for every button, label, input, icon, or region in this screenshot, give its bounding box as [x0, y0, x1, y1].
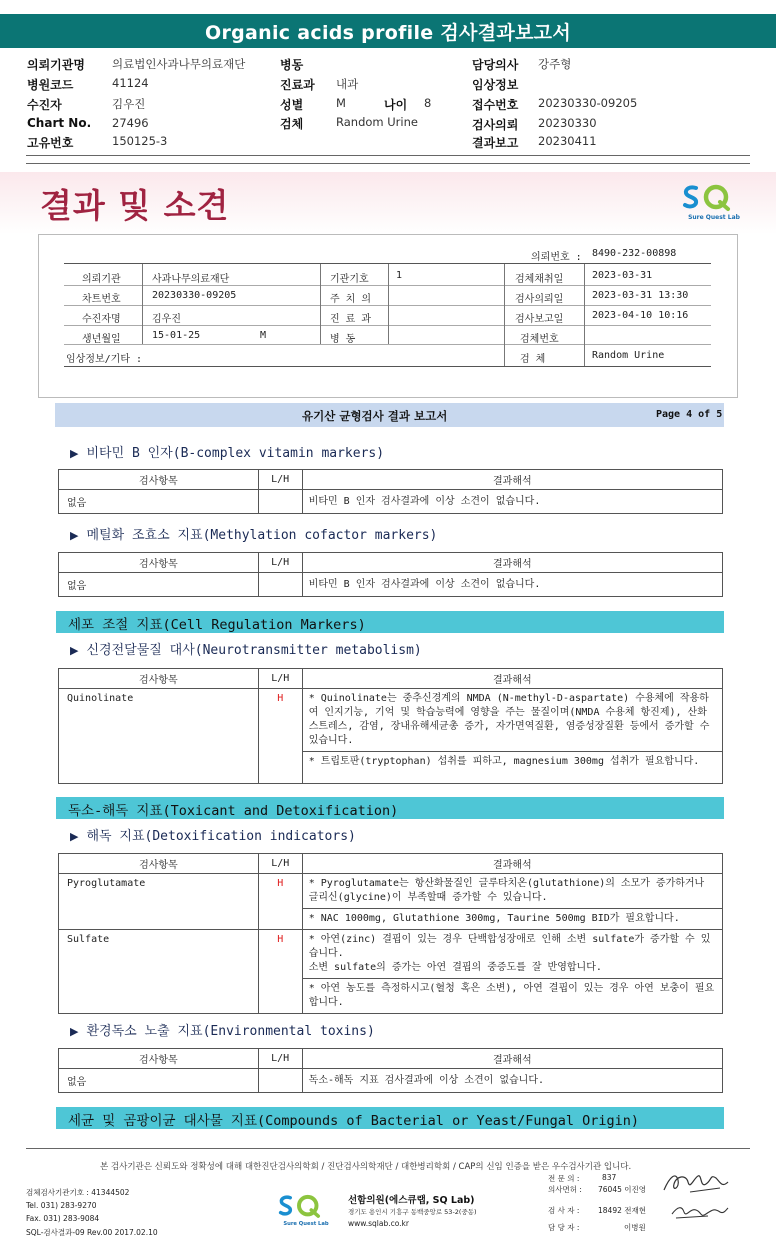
- header-value: 20230411: [538, 134, 597, 148]
- infobox-vrule: [504, 264, 505, 366]
- infobox-label: 검사보고일: [515, 314, 564, 325]
- lh-cell: [258, 573, 302, 597]
- infobox-value: 2023-03-31 13:30: [592, 290, 689, 301]
- footer-value: 이병원: [624, 1223, 646, 1232]
- logo-subtext: Sure Quest Lab: [688, 214, 740, 221]
- col-header-item: 검사항목: [59, 553, 259, 573]
- footer-info: SQL-검사결과-09 Rev.00 2017.02.10: [26, 1228, 158, 1237]
- signature-icon: [668, 1200, 730, 1224]
- table-row: [59, 874, 723, 909]
- header-label: 결과보고: [472, 136, 519, 150]
- header-label: 수진자: [27, 98, 62, 112]
- specimen-value: Random Urine: [592, 350, 665, 361]
- lh-cell: [258, 490, 302, 514]
- clinical-info-label: 임상정보/기타 :: [66, 354, 143, 365]
- col-header-lh: L/H: [258, 553, 302, 573]
- footer-info: 검체검사기관기호 : 41344502: [26, 1188, 130, 1197]
- table-row: [59, 490, 723, 514]
- footer-divider: [26, 1148, 750, 1149]
- result-line: * 아연(zinc) 결핍이 있는 경우 단백합성장애로 인해 소변 sulfate가 증가할 수 있습니다.: [308, 934, 711, 959]
- footer-label: 전 문 의 :: [548, 1174, 580, 1183]
- accreditation-note: 본 검사기관은 신뢰도와 정확성에 대해 대한진단검사의학회 / 진단검사의학재단 / 대한병리학회 / CAP의 신임 인증을 받은 우수검사기관 입니다.: [100, 1162, 632, 1172]
- sq-lab-logo-icon: [278, 1188, 334, 1232]
- lh-cell: H: [258, 689, 302, 784]
- header-label: 검체: [280, 117, 304, 131]
- result-cell: 비타민 B 인자 검사결과에 이상 소견이 없습니다.: [302, 490, 722, 514]
- infobox-value: 사과나무의료재단: [152, 274, 230, 285]
- header-label: 의뢰기관명: [27, 58, 85, 72]
- lab-url: www.sqlab.co.kr: [348, 1219, 409, 1228]
- triangle-right-icon: ▶: [70, 830, 79, 843]
- triangle-right-icon: ▶: [70, 447, 79, 460]
- infobox-label: 차트번호: [82, 294, 121, 305]
- header-label: 나이: [384, 98, 408, 112]
- table-row: [59, 573, 723, 597]
- section-heading-text: 메틸화 조효소 지표(Methylation cofactor markers): [86, 528, 438, 543]
- col-header-item: 검사항목: [59, 854, 259, 874]
- results-title: 결과 및 소견: [40, 186, 230, 225]
- banner-title: Organic acids profile 검사결과보고서: [205, 21, 571, 44]
- header-value: 20230330-09205: [538, 96, 638, 110]
- infobox-label: 검체채취일: [515, 274, 564, 285]
- triangle-right-icon: ▶: [70, 529, 79, 542]
- footer-info: Fax. 031) 283-9084: [26, 1214, 100, 1223]
- sq-lab-logo-icon: [682, 182, 746, 222]
- result-cell: * NAC 1000mg, Glutathione 300mg, Taurine 500mg BID가 필요합니다.: [302, 909, 722, 930]
- infobox-value: 2023-04-10 10:16: [592, 310, 689, 321]
- result-cell: 독소-해독 지표 검사결과에 이상 소견이 없습니다.: [302, 1069, 722, 1093]
- col-header-lh: L/H: [258, 669, 302, 689]
- table-row: [59, 689, 723, 752]
- header-value: 41124: [112, 76, 149, 90]
- section-heading: [70, 442, 384, 461]
- page-indicator: Page 4 of 5: [656, 409, 723, 420]
- result-cell: * 트립토판(tryptophan) 섭취를 피하고, magnesium 300mg 섭취가 필요합니다.: [302, 752, 722, 784]
- section-heading-text: 환경독소 노출 지표(Environmental toxins): [86, 1024, 375, 1039]
- infobox-value: 2023-03-31: [592, 270, 653, 281]
- infobox-label: 생년월일: [82, 334, 121, 345]
- col-header-result: 결과해석: [302, 1049, 722, 1069]
- header-value: M: [336, 96, 346, 110]
- header-label: 검사의뢰: [472, 118, 519, 132]
- col-header-item: 검사항목: [59, 1049, 259, 1069]
- header-value: 20230330: [538, 116, 597, 130]
- col-header-result: 결과해석: [302, 553, 722, 573]
- signature-icon: [660, 1168, 732, 1198]
- infobox-value: 1: [396, 270, 403, 281]
- header-value: 김우진: [112, 97, 146, 111]
- detox-table: [58, 853, 723, 1014]
- result-cell: * Quinolinate는 중추신경계의 NMDA (N-methyl-D-aspartate) 수용체에 작용하여 인지기능, 기억 및 학습능력에 영향을 주는 물질이며(NMDA 수용체 항진제), 산화스트레스, 감염, 장내유해세균총 증가, 자가면역질환, 염증성장질환 등에서 증가할 수 있습니다.: [302, 689, 722, 752]
- section-heading: [70, 524, 437, 543]
- result-cell: 비타민 B 인자 검사결과에 이상 소견이 없습니다.: [302, 573, 722, 597]
- infobox-rule: [64, 344, 711, 345]
- divider: [26, 163, 750, 164]
- col-header-result: 결과해석: [302, 470, 722, 490]
- header-value: 27496: [112, 116, 149, 130]
- header-label: Chart No.: [27, 116, 92, 130]
- item-cell: 없음: [59, 490, 259, 514]
- infobox-label: 검사의뢰일: [515, 294, 564, 305]
- section-heading: [70, 1020, 375, 1039]
- infobox-label: 진 료 과: [330, 314, 372, 325]
- item-cell: Pyroglutamate: [59, 874, 259, 930]
- header-value: 150125-3: [112, 134, 168, 148]
- footer-label: 의사면허 :: [548, 1185, 582, 1194]
- header-label: 진료과: [280, 78, 315, 92]
- table-row: [59, 1069, 723, 1093]
- lh-cell: H: [258, 930, 302, 1014]
- infobox-vrule: [320, 264, 321, 344]
- infobox-label: 수진자명: [82, 314, 121, 325]
- footer-info: Tel. 031) 283-9270: [26, 1201, 97, 1210]
- infobox-vrule: [388, 264, 389, 344]
- header-value: Random Urine: [336, 115, 418, 129]
- logo-subtext: Sure Quest Lab: [283, 1220, 329, 1227]
- col-header-lh: L/H: [258, 854, 302, 874]
- infobox-label: 주 치 의: [330, 294, 372, 305]
- header-value: 의료법인사과나무의료재단: [112, 57, 246, 71]
- section-heading-text: 비타민 B 인자(B-complex vitamin markers): [86, 446, 385, 461]
- neuro-table: [58, 668, 723, 784]
- footer-value: 76045 이진영: [598, 1185, 646, 1194]
- lab-name: 선함의원(에스큐랩, SQ Lab): [348, 1195, 475, 1206]
- result-cell: * 아연 농도를 측정하시고(혈청 혹은 소변), 아연 결핍이 있는 경우 아연 보충이 필요합니다.: [302, 979, 722, 1014]
- header-value: 내과: [336, 77, 359, 91]
- infobox-value: 김우진: [152, 314, 181, 325]
- col-header-item: 검사항목: [59, 470, 259, 490]
- section-heading: [70, 825, 356, 844]
- section-heading-text: 신경전달물질 대사(Neurotransmitter metabolism): [86, 643, 422, 658]
- lh-cell: [258, 1069, 302, 1093]
- header-label: 임상정보: [472, 78, 519, 92]
- infobox-value: 20230330-09205: [152, 290, 237, 301]
- divider: [26, 155, 750, 156]
- infobox-vrule: [584, 264, 585, 366]
- item-cell: Quinolinate: [59, 689, 259, 784]
- table-row: [59, 930, 723, 979]
- infobox-label: 병 동: [330, 334, 356, 345]
- header-label: 병동: [280, 58, 304, 72]
- infobox-label: 기관기호: [330, 274, 369, 285]
- col-header-lh: L/H: [258, 470, 302, 490]
- result-cell: * Pyroglutamate는 항산화물질인 글루타치온(glutathione)의 소모가 증가하거나 글리신(glycine)이 부족할때 증가할 수 있습니다.: [302, 874, 722, 909]
- header-label: 병원코드: [27, 78, 74, 92]
- col-header-result: 결과해석: [302, 669, 722, 689]
- lab-address: 경기도 용인시 기흥구 동백중앙로 53-2(중동): [348, 1208, 477, 1216]
- col-header-lh: L/H: [258, 1049, 302, 1069]
- triangle-right-icon: ▶: [70, 644, 79, 657]
- infobox-label: 검체번호: [520, 334, 559, 345]
- footer-label: 검 사 자 :: [548, 1206, 580, 1215]
- header-value: 강주형: [538, 57, 572, 71]
- header-label: 고유번호: [27, 136, 74, 150]
- header-label: 담당의사: [472, 58, 519, 72]
- col-header-item: 검사항목: [59, 669, 259, 689]
- environmental-table: [58, 1048, 723, 1093]
- infobox-rule: [64, 366, 711, 367]
- section-heading: [70, 639, 422, 658]
- request-no: 8490-232-00898: [592, 248, 677, 259]
- infobox-value: 15-01-25: [152, 330, 201, 341]
- infobox-label: 의뢰기관: [82, 274, 121, 285]
- specimen-label: 검 체: [520, 354, 546, 365]
- result-cell: [302, 930, 722, 979]
- result-line: 소변 sulfate의 증가는 아연 결핍의 중증도를 잘 반영합니다.: [308, 962, 602, 973]
- header-label: 성별: [280, 98, 304, 112]
- triangle-right-icon: ▶: [70, 1025, 79, 1038]
- lh-cell: H: [258, 874, 302, 930]
- item-cell: 없음: [59, 1069, 259, 1093]
- category-title: 독소-해독 지표(Toxicant and Detoxification): [68, 803, 399, 819]
- section-heading-text: 해독 지표(Detoxification indicators): [86, 829, 356, 844]
- report-banner: [0, 14, 776, 48]
- footer-value: 837: [602, 1173, 617, 1182]
- col-header-result: 결과해석: [302, 854, 722, 874]
- infobox-value: M: [260, 330, 267, 341]
- request-no-label: 의뢰번호 :: [531, 252, 582, 263]
- header-label: 접수번호: [472, 98, 519, 112]
- report-title: 유기산 균형검사 결과 보고서: [302, 409, 448, 423]
- category-title: 세균 및 곰팡이균 대사물 지표(Compounds of Bacterial or Yeast/Fungal Origin): [68, 1113, 640, 1129]
- methylation-table: [58, 552, 723, 597]
- vitamin-b-table: [58, 469, 723, 514]
- footer-value: 18492 전재현: [598, 1206, 646, 1215]
- category-title: 세포 조절 지표(Cell Regulation Markers): [68, 617, 366, 633]
- header-value: 8: [424, 96, 432, 110]
- footer-label: 담 당 자 :: [548, 1223, 580, 1232]
- item-cell: Sulfate: [59, 930, 259, 1014]
- infobox-vrule: [142, 264, 143, 344]
- item-cell: 없음: [59, 573, 259, 597]
